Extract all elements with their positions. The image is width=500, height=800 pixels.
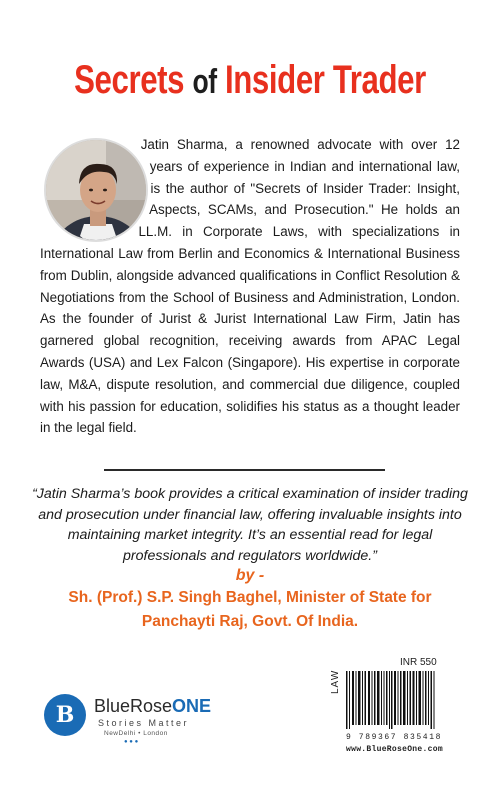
attribution-line-1: Sh. (Prof.) S.P. Singh Baghel, Minister of State for [68,589,432,606]
publisher-logo [44,688,244,748]
isbn-number: 9 789367 835418 [346,733,443,742]
publisher-name-part1: BlueRose [94,696,173,716]
publisher-logo-icon [44,694,86,736]
price-label: INR 550 [400,657,437,668]
category-label: LAW [330,669,341,694]
barcode-icon [342,669,440,731]
section-divider [104,469,385,471]
social-icons [124,739,138,745]
publisher-website: www.BlueRoseOne.com [346,745,443,754]
publisher-logo-letter: B [55,702,75,728]
publisher-tagline: Stories Matter [98,718,190,728]
title-word-secrets: Secrets [74,58,185,102]
title-word-insider-trader: Insider Trader [224,58,426,102]
photo-wrap-spacer [40,134,152,240]
author-bio [40,134,460,439]
publisher-locations: NewDelhi • London [104,730,168,737]
publisher-name-part2: ONE [172,696,212,716]
testimonial-attribution [0,586,500,634]
social-icon: ● ● ● [124,739,139,745]
title-word-of: of [192,63,217,101]
author-bio-text: Jatin Sharma, a renowned advocate with over 12 years of experience in Indian and international law, is the author of "Secrets of Insider Trader: Insight, Aspects, SCAMs, and Prosecution." He holds an LL.M. in Corporate Laws, with specializations in International Law from Berlin and Economics & International Business from Dublin, alongside advanced qualifications in Conflict Resolution & Negotiations from the School of Business and Administration, London. As the founder of Jurist & Jurist International Law Firm, Jatin has garnered global recognition, receiving awards from APAC Legal Awards (USA) and Lex Falcon (Singapore). His expertise in corporate law, M&A, dispute resolution, and commercial due diligence, coupled with his passion for education, solidifies his status as a thought leader in the legal field. [40,137,460,436]
attribution-line-2: Panchayti Raj, Govt. Of India. [141,613,359,630]
publisher-name [94,696,211,717]
testimonial-by-label: by - [235,567,265,584]
barcode [342,669,443,742]
book-title [55,56,445,106]
testimonial-quote: “Jatin Sharma’s book provides a critical examination of insider trading and prosecution under financial law, offering invaluable insights into maintaining market integrity. It’s an essential read for legal professionals and regulators worldwide.” [32,486,468,564]
